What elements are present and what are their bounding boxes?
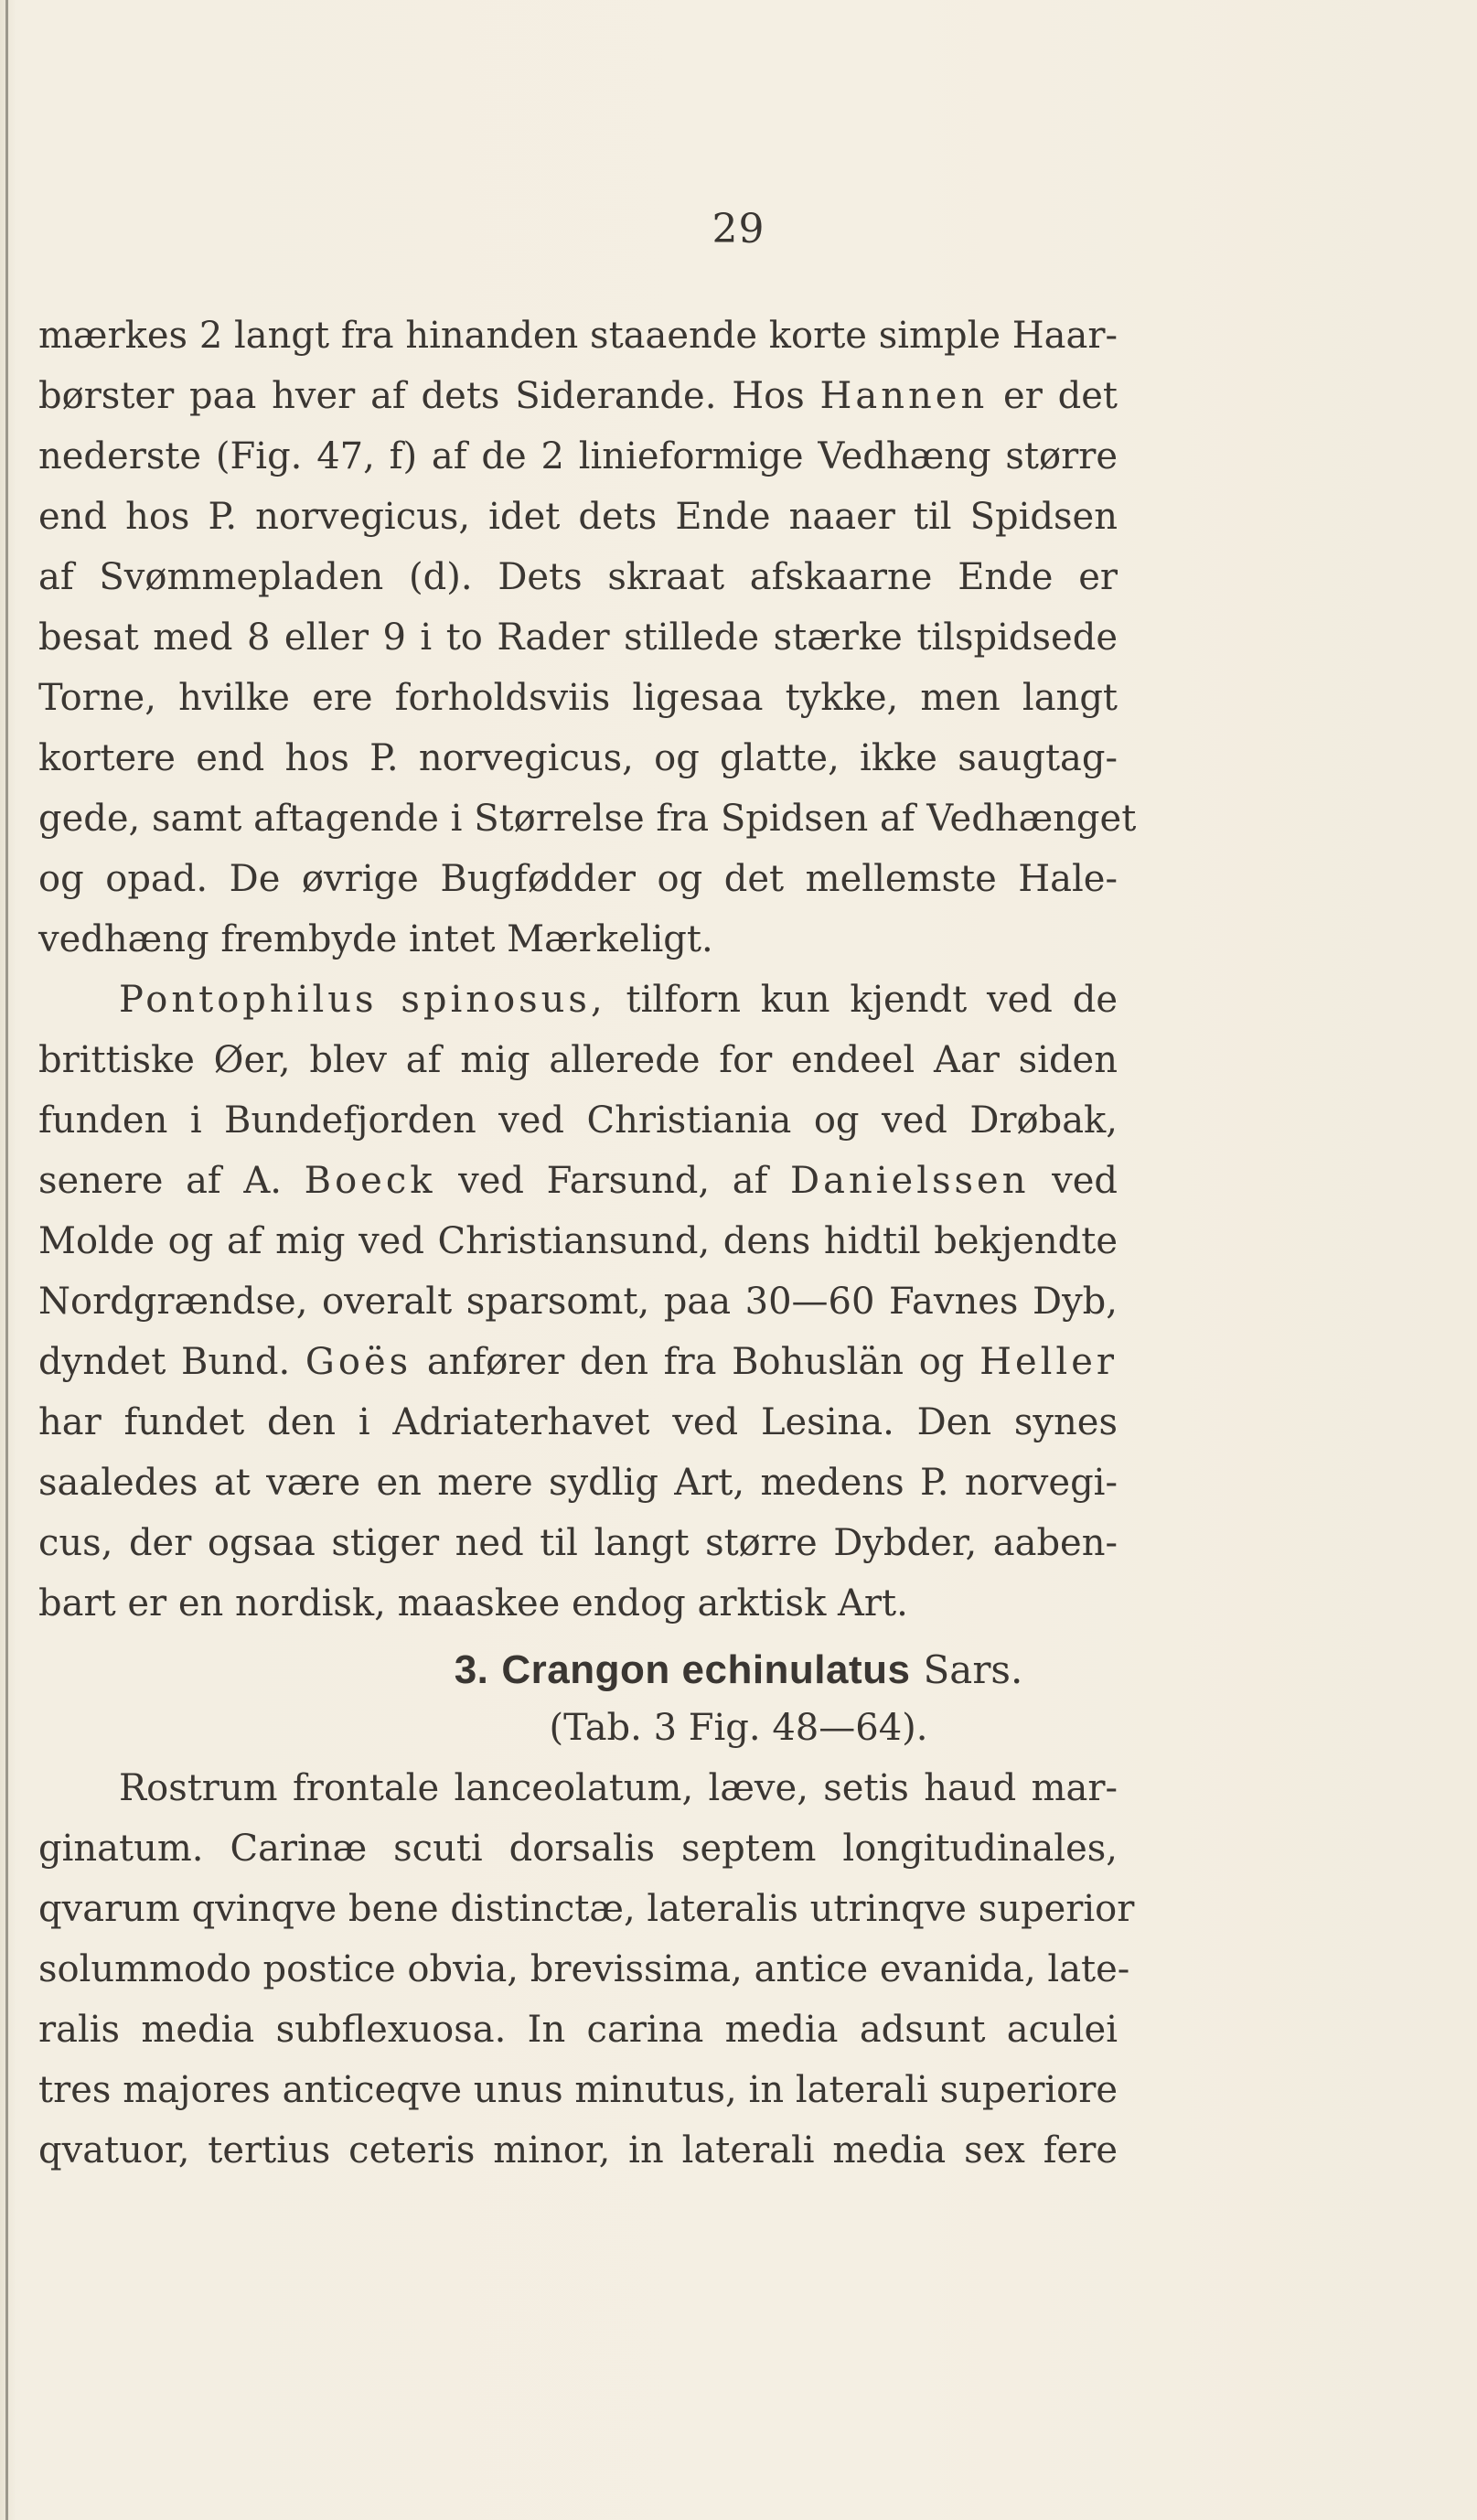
- spaced-name-pontophilus: Pontophilus spinosus,: [119, 979, 606, 1021]
- text-line: Torne, hvilke ere forholdsviis ligesaa tykke, men langt: [38, 677, 1118, 719]
- text-line: har fundet den i Adriaterhavet ved Lesina. Den synes: [38, 1401, 1118, 1443]
- text-line: tres majores anticeqve unus minutus, in laterali superiore: [38, 2069, 1118, 2111]
- text-line: Rostrum frontale lanceolatum, læve, setis haud mar-: [119, 1767, 1118, 1809]
- text-line: [38, 1341, 1118, 1383]
- spaced-name-heller: Heller: [979, 1341, 1118, 1383]
- text-line: og opad. De øvrige Bugfødder og det mellemste Hale-: [38, 858, 1118, 900]
- text-segment: ved: [1052, 1160, 1118, 1202]
- text-line: gede, samt aftagende i Størrelse fra Spidsen af Vedhænget: [38, 798, 1137, 840]
- text-line: qvarum qvinqve bene distinctæ, lateralis utrinqve superior: [38, 1888, 1135, 1930]
- text-line: ralis media subflexuosa. In carina media adsunt aculei: [38, 2009, 1118, 2051]
- page-number: 29: [712, 206, 765, 252]
- text-segment: dyndet Bund.: [38, 1341, 291, 1383]
- species-name: Crangon echinulatus: [501, 1647, 911, 1692]
- text-line: funden i Bundefjorden ved Christiania og ved Drøbak,: [38, 1099, 1118, 1142]
- text-line: vedhæng frembyde intet Mærkeligt.: [38, 918, 713, 960]
- text-line: end hos P. norvegicus, idet dets Ende naaer til Spidsen: [38, 496, 1118, 538]
- text-segment: er det: [1003, 375, 1118, 417]
- text-line: mærkes 2 langt fra hinanden staaende korte simple Haar-: [38, 315, 1118, 357]
- plate-reference: (Tab. 3 Fig. 48—64).: [549, 1707, 928, 1749]
- section-heading: [0, 1646, 1477, 1693]
- text-line: nederste (Fig. 47, f) af de 2 linieformige Vedhæng større: [38, 435, 1118, 477]
- species-author: Sars.: [923, 1647, 1023, 1692]
- text-line: Nordgrændse, overalt sparsomt, paa 30—60 Favnes Dyb,: [38, 1281, 1118, 1323]
- text-segment: senere af A.: [38, 1160, 282, 1202]
- text-line: saaledes at være en mere sydlig Art, medens P. norvegi-: [38, 1462, 1118, 1504]
- text-segment: anfører den fra Bohuslän og: [426, 1341, 965, 1383]
- text-line: kortere end hos P. norvegicus, og glatte, ikke saugtag-: [38, 737, 1118, 779]
- text-segment: ved Farsund, af: [458, 1160, 768, 1202]
- text-line: cus, der ogsaa stiger ned til langt større Dybder, aaben-: [38, 1522, 1118, 1564]
- text-line: Molde og af mig ved Christiansund, dens hidtil bekjendte: [38, 1220, 1118, 1262]
- text-line: brittiske Øer, blev af mig allerede for endeel Aar siden: [38, 1039, 1118, 1081]
- text-line: ginatum. Carinæ scuti dorsalis septem longitudinales,: [38, 1828, 1118, 1870]
- spaced-name-goes: Goës: [305, 1341, 412, 1383]
- section-number: 3.: [454, 1647, 489, 1692]
- text-line: qvatuor, tertius ceteris minor, in laterali media sex fere: [38, 2129, 1118, 2171]
- text-segment: børster paa hver af dets Siderande. Hos: [38, 375, 805, 417]
- page-edge-line: [5, 0, 8, 2520]
- spaced-name-danielssen: Danielssen: [790, 1160, 1030, 1202]
- text-line: af Svømmepladen (d). Dets skraat afskaarne Ende er: [38, 556, 1118, 598]
- text-segment: tilforn kun kjendt ved de: [626, 979, 1118, 1021]
- text-line: [119, 979, 1118, 1021]
- text-line: [38, 1160, 1118, 1202]
- text-line: bart er en nordisk, maaskee endog arktisk Art.: [38, 1582, 908, 1625]
- spaced-name-hannen: Hannen: [819, 375, 989, 417]
- text-line: [38, 375, 1118, 417]
- spaced-name-boeck: Boeck: [304, 1160, 436, 1202]
- text-line: solummodo postice obvia, brevissima, antice evanida, late-: [38, 1948, 1130, 1990]
- text-line: besat med 8 eller 9 i to Rader stillede stærke tilspidsede: [38, 617, 1118, 659]
